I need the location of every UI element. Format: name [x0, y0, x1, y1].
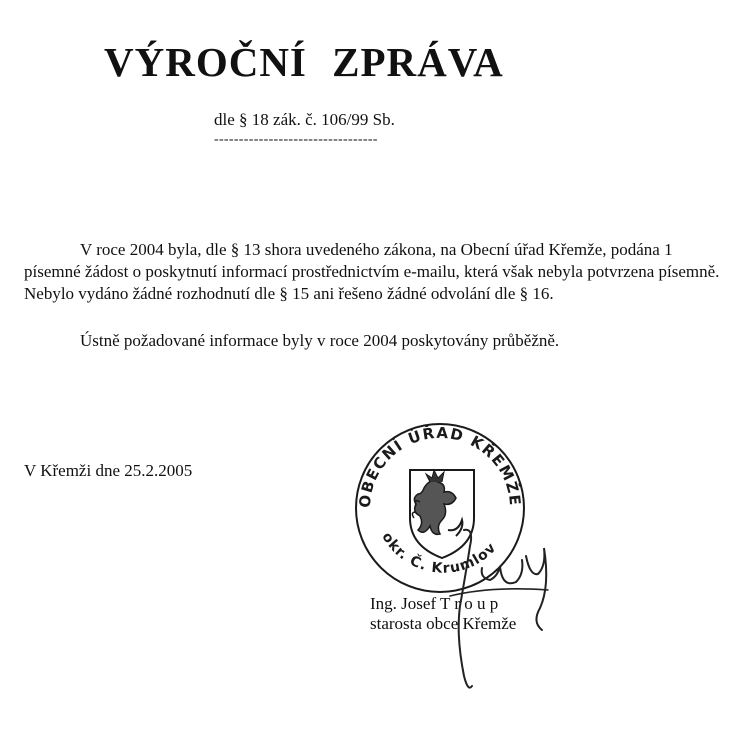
paragraph-requests-text: V roce 2004 byla, dle § 13 shora uvedeného zákona, na Obecní úřad Křemže, podána 1 písemné žádost o poskytnutí informací prostřednictvím e-mailu, která však nebyla potvrzena písemně. Nebylo vydáno žádné rozhodnutí dle § 15 ani řešeno žádné odvolání dle § 16.	[24, 240, 720, 303]
legal-reference: dle § 18 zák. č. 106/99 Sb.	[214, 110, 395, 129]
separator-line: ---------------------------------	[214, 132, 378, 147]
stamp-text-bottom: okr. Č. Krumlov	[378, 529, 500, 577]
paragraph-requests	[24, 239, 730, 305]
signatory-role: starosta obce Křemže	[370, 614, 517, 633]
stamp-text-top: OBECNÍ ÚŘAD KŘEMŽE	[355, 423, 525, 509]
signatory-name: Ing. Josef T r o u p	[370, 594, 499, 613]
place-and-date: V Křemži dne 25.2.2005	[24, 461, 193, 480]
document-title: VÝROČNÍ ZPRÁVA	[104, 39, 504, 85]
paragraph-oral-requests: Ústně požadované informace byly v roce 2004 poskytovány průběžně.	[80, 331, 560, 350]
